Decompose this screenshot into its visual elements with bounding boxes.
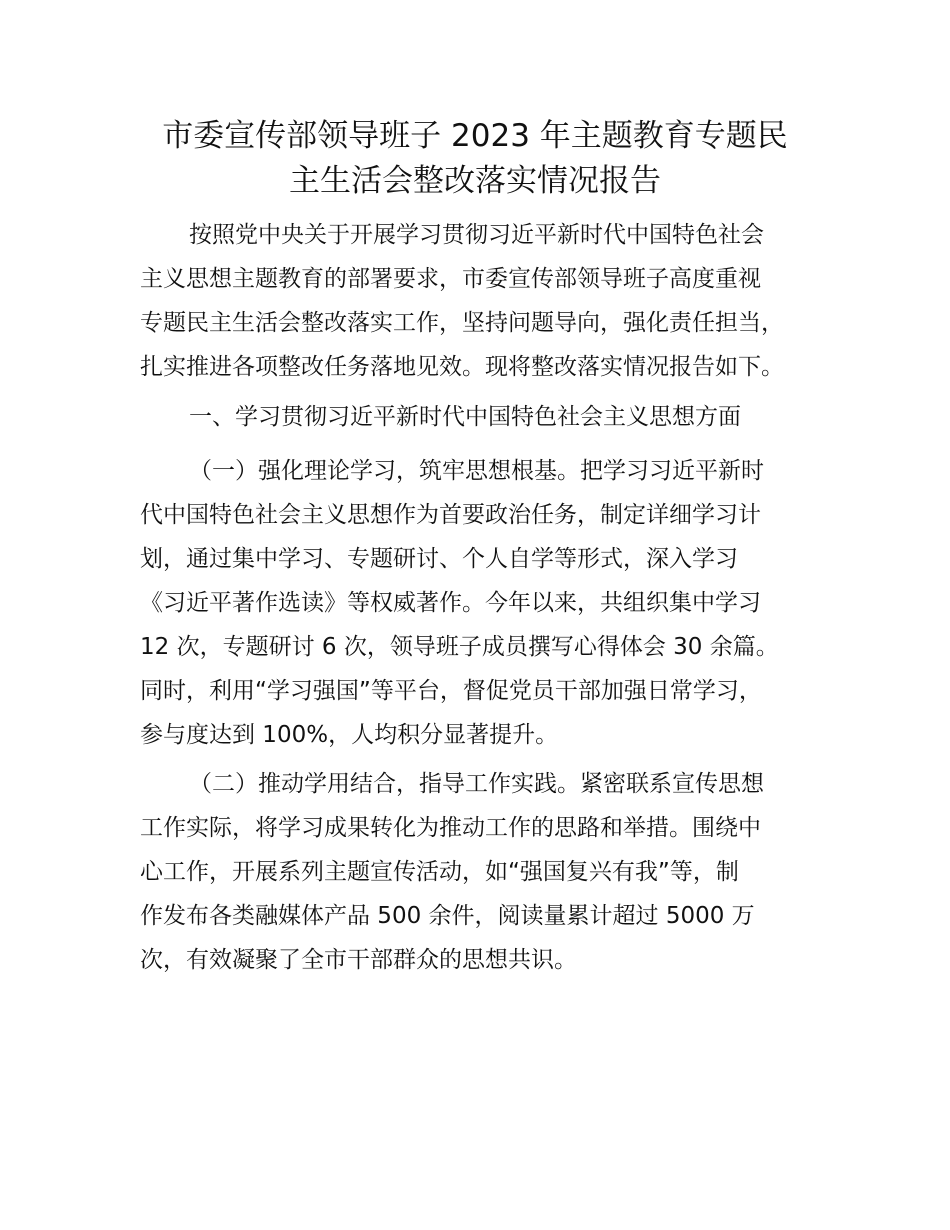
section-heading-text: 一、学习贯彻习近平新时代中国特色社会主义思想方面 bbox=[189, 404, 741, 430]
text-line: 12 次，专题研讨 6 次，领导班子成员撰写心得体会 30 余篇。 bbox=[140, 634, 779, 660]
text-line: 《习近平著作选读》等权威著作。今年以来，共组织集中学习 bbox=[140, 590, 761, 616]
subsection-paragraph-1 bbox=[140, 449, 835, 757]
text-line: 主义思想主题教育的部署要求，市委宣传部领导班子高度重视 bbox=[140, 266, 761, 292]
document-title-line-2: 主生活会整改落实情况报告 bbox=[289, 163, 661, 199]
subsection-paragraph-2 bbox=[140, 762, 835, 982]
text-line: （一）强化理论学习，筑牢思想根基。把学习习近平新时 bbox=[189, 458, 764, 484]
text-line: 参与度达到 100%，人均积分显著提升。 bbox=[140, 722, 559, 748]
text-line: 划，通过集中学习、专题研讨、个人自学等形式，深入学习 bbox=[140, 546, 738, 572]
text-line: 同时，利用“学习强国”等平台，督促党员干部加强日常学习， bbox=[140, 678, 762, 704]
section-heading-1 bbox=[140, 395, 835, 439]
text-line: （二）推动学用结合，指导工作实践。紧密联系宣传思想 bbox=[189, 771, 764, 797]
text-line: 专题民主生活会整改落实工作，坚持问题导向，强化责任担当， bbox=[140, 310, 784, 336]
text-line: 次，有效凝聚了全市干部群众的思想共识。 bbox=[140, 947, 577, 973]
intro-paragraph bbox=[140, 213, 835, 389]
text-line: 代中国特色社会主义思想作为首要政治任务，制定详细学习计 bbox=[140, 502, 761, 528]
text-line: 扎实推进各项整改任务落地见效。现将整改落实情况报告如下。 bbox=[140, 354, 784, 380]
text-line: 心工作，开展系列主题宣传活动，如“强国复兴有我”等，制 bbox=[140, 859, 739, 885]
text-line: 工作实际，将学习成果转化为推动工作的思路和举措。围绕中 bbox=[140, 815, 761, 841]
text-line: 按照党中央关于开展学习贯彻习近平新时代中国特色社会 bbox=[189, 222, 764, 248]
document-title-line-1: 市委宣传部领导班子 2023 年主题教育专题民 bbox=[162, 118, 788, 154]
text-line: 作发布各类融媒体产品 500 余件，阅读量累计超过 5000 万 bbox=[140, 903, 755, 929]
